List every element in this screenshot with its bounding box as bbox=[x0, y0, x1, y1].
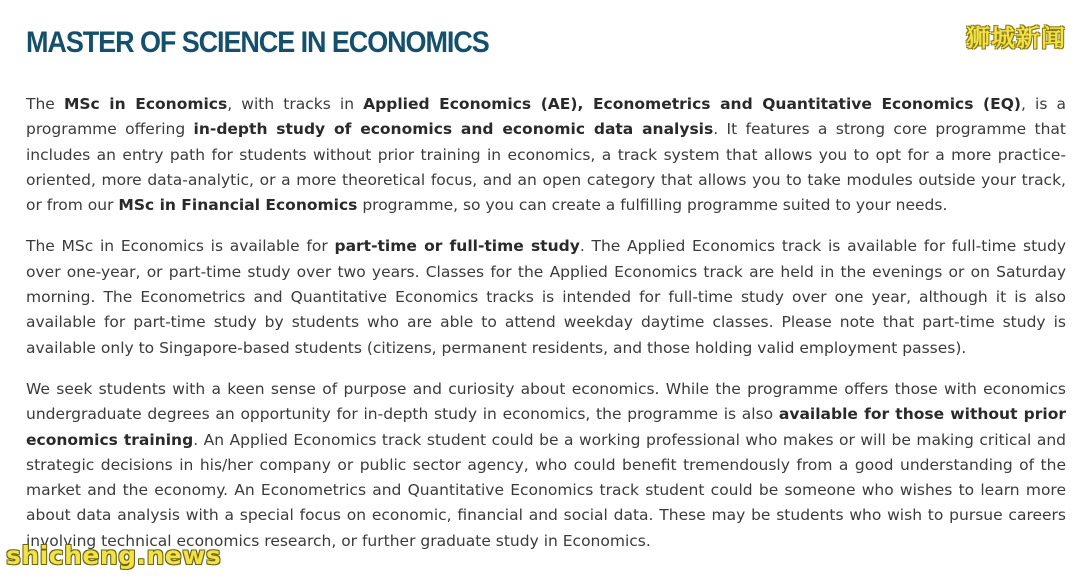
paragraph-study-modes: The MSc in Economics is available for part-time or full-time study. The Applied Economics track is available for full-time study over one-year, or part-time study over two years. Classes for the Applied Economics track are held in the evenings or on Saturday morning. The Econometrics and Quantitative Economics tracks is intended for full-time study over one year, although it is also available for part-time study by students who are able to attend weekday daytime classes. Please note that part-time study is available only to Singapore-based students (citizens, permanent residents, and those holding valid employment passes). bbox=[26, 237, 1066, 357]
emphasis-text: available for those without prior economics training bbox=[26, 405, 1066, 449]
paragraph-target-students: We seek students with a keen sense of purpose and curiosity about economics. While the programme offers those with economics undergraduate degrees an opportunity for in-depth study in economics, the programme is also available for those without prior economics training. An Applied Economics track student could be a working professional who makes or will be making critical and strategic decisions in his/her company or public sector agency, who could benefit tremendously from a good understanding of the market and the economy. An Econometrics and Quantitative Economics track student could be someone who wishes to learn more about data analysis with a special focus on economic, financial and social data. These may be students who wish to pursue careers involving technical economics research, or further graduate study in Economics. bbox=[26, 379, 1066, 550]
watermark-bottom-left: shicheng.news bbox=[6, 541, 222, 570]
emphasis-text: in-depth study of economics and economic data analysis bbox=[193, 120, 714, 139]
emphasis-text: MSc in Economics bbox=[63, 95, 228, 113]
page-title: MASTER OF SCIENCE IN ECONOMICS bbox=[26, 26, 489, 59]
watermark-top-right: 狮城新闻 bbox=[966, 24, 1066, 52]
paragraph-programme-overview: The MSc in Economics, with tracks in Applied Economics (AE), Econometrics and Quantitative Economics (EQ), is a programme offering in-depth study of economics and economic data analysis. It features a strong core programme that includes an entry path for students without prior training in economics, a track system that allows you to opt for a more practice-oriented, more data-analytic, or a more theoretical focus, and an open category that allows you to take modules outside your track, or from our MSc in Financial Economics programme, so you can create a fulfilling programme suited to your needs. bbox=[26, 95, 1067, 215]
emphasis-text: Applied Economics (AE), Econometrics and Quantitative Economics (EQ) bbox=[363, 95, 1021, 113]
emphasis-text: MSc in Financial Economics bbox=[118, 196, 358, 215]
article-body bbox=[26, 92, 1066, 554]
emphasis-text: part-time or full-time study bbox=[334, 237, 580, 256]
